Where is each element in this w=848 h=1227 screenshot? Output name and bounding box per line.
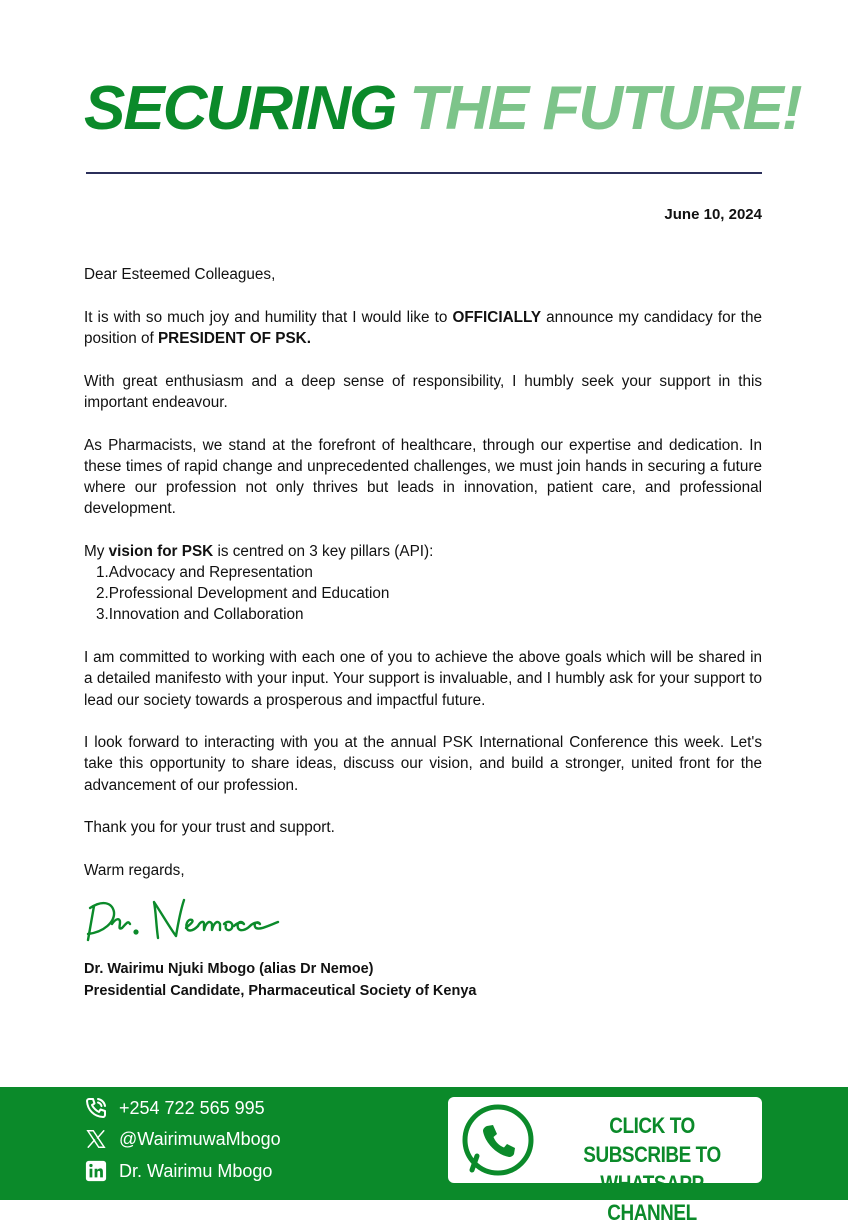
subscribe-whatsapp-button[interactable] — [448, 1097, 762, 1225]
paragraph-conference: I look forward to interacting with you at the annual PSK International Conference this week. Let's take this opportunity to share ideas, discuss our vision, and build a stronger, united front for the advancement of our profession. — [84, 734, 762, 794]
contact-twitter[interactable] — [84, 1126, 281, 1152]
pillar-number: 2. — [96, 585, 109, 603]
x-twitter-icon — [84, 1127, 108, 1151]
linkedin-icon — [84, 1159, 108, 1183]
linkedin-name: Dr. Wairimu Mbogo — [119, 1160, 273, 1181]
vision-line — [84, 541, 762, 562]
pillar-text: Innovation and Collaboration — [108, 606, 304, 624]
headline — [84, 72, 801, 146]
pillars-list — [84, 562, 762, 626]
headline-part2: THE FUTURE! — [409, 74, 801, 143]
contact-linkedin[interactable] — [84, 1158, 272, 1184]
pillar-number: 3. — [96, 606, 109, 624]
contact-phone[interactable] — [84, 1095, 265, 1121]
paragraph-pharmacists: As Pharmacists, we stand at the forefront of healthcare, through our expertise and dedication. In these times of rapid change and unprecedented challenges, we must join hands in securing a future where our profession not only thrives but leads in innovation, patient care, and professional development. — [84, 436, 762, 518]
p1-text: It is with so much joy and humility that I would like to — [84, 308, 453, 326]
headline-part1: SECURING — [84, 74, 396, 143]
signer-block — [84, 958, 476, 1002]
subscribe-label-line2: WHATSAPP CHANNEL — [600, 1171, 704, 1225]
vision-text-2: is centred on 3 key pillars (API): — [213, 542, 434, 560]
signer-title: Presidential Candidate, Pharmaceutical Society of Kenya — [84, 983, 477, 999]
pillar-text: Professional Development and Education — [108, 585, 390, 603]
pillar-item — [84, 562, 762, 583]
paragraph-thanks: Thank you for your trust and support. — [84, 819, 335, 837]
letter-date: June 10, 2024 — [664, 206, 762, 223]
paragraph-support: With great enthusiasm and a deep sense of responsibility, I humbly seek your support in this important endeavour. — [84, 372, 762, 411]
subscribe-label-line1: CLICK TO SUBSCRIBE TO — [583, 1113, 721, 1167]
whatsapp-icon — [460, 1102, 536, 1178]
phone-icon — [84, 1096, 108, 1120]
letter-body — [84, 264, 762, 903]
pillar-number: 1. — [96, 564, 109, 582]
closing: Warm regards, — [84, 862, 185, 880]
pillar-text: Advocacy and Representation — [108, 564, 313, 582]
pillar-item — [84, 583, 762, 604]
signer-name: Dr. Wairimu Njuki Mbogo (alias Dr Nemoe) — [84, 961, 374, 977]
phone-number: +254 722 565 995 — [119, 1097, 265, 1118]
paragraph-announcement — [84, 307, 762, 349]
p1-bold-officially: OFFICIALLY — [452, 308, 542, 326]
twitter-handle: @WairimuwaMbogo — [119, 1128, 281, 1149]
divider — [86, 172, 762, 174]
salutation: Dear Esteemed Colleagues, — [84, 266, 276, 283]
handwritten-signature — [82, 894, 282, 951]
vision-bold: vision for PSK — [108, 542, 214, 560]
vision-text: My — [84, 542, 109, 560]
pillar-item — [84, 604, 762, 625]
p1-bold-position: PRESIDENT OF PSK. — [157, 329, 311, 347]
subscribe-label — [568, 1111, 737, 1227]
p1-text-2: announce my candidacy for the position of — [84, 308, 762, 347]
paragraph-commitment: I am committed to working with each one of you to achieve the above goals which will be shared in a detailed manifesto with your input. Your support is invaluable, and I humbly ask for your support to lead our society towards a prosperous and impactful future. — [84, 649, 762, 709]
